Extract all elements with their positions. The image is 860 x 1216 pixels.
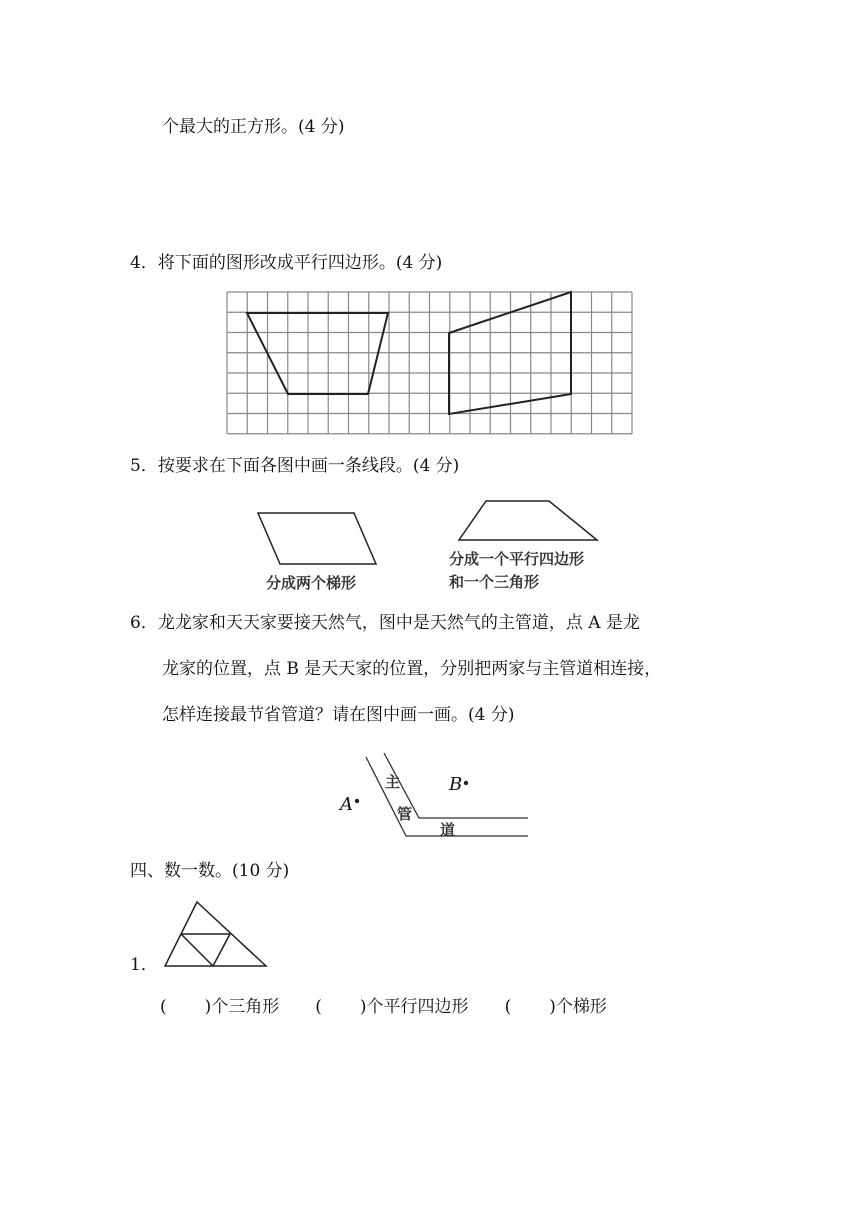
- blank-2-open: (: [315, 997, 322, 1017]
- q4-number: 4．: [130, 253, 158, 273]
- q5-text: 按要求在下面各图中画一条线段。(4 分): [157, 456, 460, 476]
- q6-line-2: 龙家的位置，点 B 是天天家的位置，分别把两家与主管道相连接，: [162, 659, 662, 679]
- blank-1-close: )个三角形: [204, 997, 280, 1017]
- blank-2-close: )个平行四边形: [359, 997, 469, 1017]
- section-4-title: 四、数一数。(10 分): [130, 861, 290, 881]
- point-a-label: A: [340, 794, 353, 815]
- blank-3-close: )个梯形: [549, 997, 607, 1017]
- blank-3-open: (: [504, 997, 512, 1017]
- inner-line-right: [213, 934, 230, 966]
- pipe-char-3: 道: [440, 821, 456, 839]
- point-b-label: B: [449, 774, 463, 795]
- q5-number: 5．: [130, 456, 158, 476]
- s4q1-number: 1．: [130, 955, 158, 975]
- q6-text-line-1: 龙龙家和天天家要接天然气，图中是天然气的主管道，点 A 是龙: [157, 613, 640, 633]
- q6-number: 6．: [130, 613, 158, 633]
- pipe-char-2: 管: [397, 805, 413, 823]
- inner-line-left: [181, 934, 213, 966]
- q4-text: 将下面的图形改成平行四边形。(4 分): [157, 253, 443, 273]
- q5-caption-right-2: 和一个三角形: [449, 573, 540, 591]
- q3-tail-text: 个最大的正方形。(4 分): [162, 117, 345, 137]
- q5-caption-right-1: 分成一个平行四边形: [449, 550, 585, 568]
- s4q1-answers: [160, 996, 607, 1018]
- q6-line-3: 怎样连接最节省管道？请在图中画一画。(4 分): [162, 705, 515, 725]
- pipe-char-1: 主: [385, 773, 401, 791]
- q5-caption-left: 分成两个梯形: [266, 574, 357, 592]
- blank-1-open: (: [160, 997, 167, 1017]
